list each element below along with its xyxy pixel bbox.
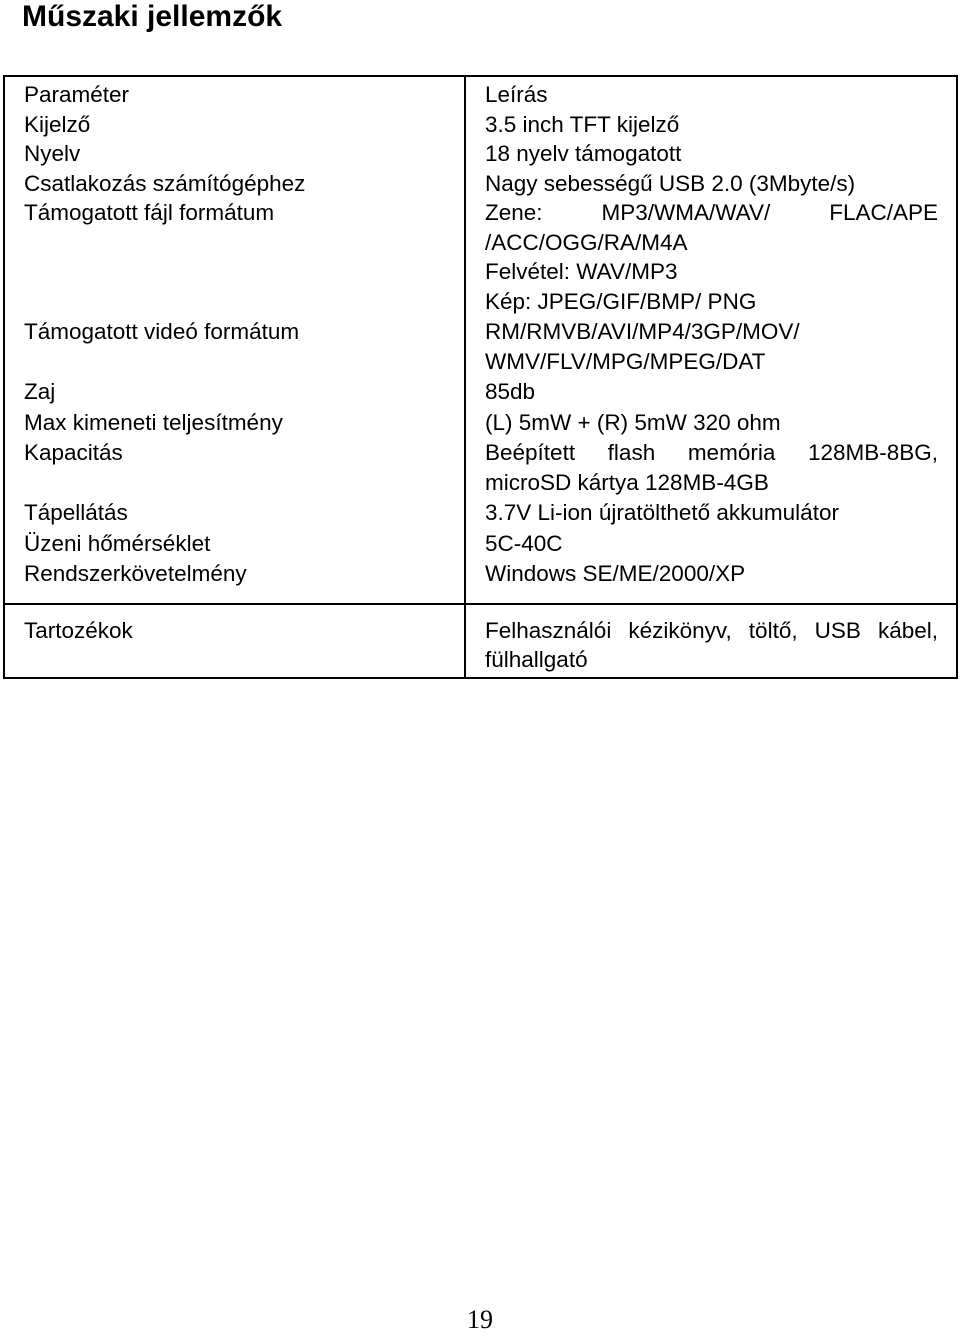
row-param: Tápellátás [4,497,465,528]
table-row [4,528,957,559]
row-desc [465,316,957,376]
table-row [4,407,957,438]
row-desc [465,528,957,559]
desc-line: Zene: MP3/WMA/WAV/ FLAC/APE [485,200,938,225]
page-number: 19 [467,1305,493,1334]
row-desc [465,604,957,678]
desc-line: fülhallgató [485,647,588,672]
row-param: Tartozékok [4,604,465,678]
row-desc [465,376,957,407]
row-desc [465,169,957,199]
row-param: Rendszerkövetelmény [4,558,465,604]
column-header-param: Paraméter [4,76,465,110]
desc-line: RM/RMVB/AVI/MP4/3GP/MOV/ [485,319,800,344]
column-header-desc: Leírás [485,82,548,107]
row-param: Támogatott videó formátum [4,316,465,376]
row-param: Kijelző [4,110,465,140]
row-param: Kapacitás [4,437,465,497]
desc-line: WMV/FLV/MPG/MPEG/DAT [485,348,766,374]
desc-line: Felhasználói kézikönyv, töltő, USB kábel, [485,617,938,643]
row-desc [465,139,957,169]
row-param: Nyelv [4,139,465,169]
row-param: Csatlakozás számítógéphez [4,169,465,199]
table-row [4,376,957,407]
desc-line: Nagy sebességű USB 2.0 (3Mbyte/s) [485,170,856,196]
table-row [4,316,957,376]
table-row [4,110,957,140]
table-row [4,558,957,604]
desc-line: 18 nyelv támogatott [485,141,682,166]
desc-line: Beépített flash memória 128MB-8BG, [485,440,938,465]
desc-line: /ACC/OGG/RA/M4A [485,229,688,255]
desc-line: Windows SE/ME/2000/XP [485,561,746,586]
row-desc [465,497,957,528]
desc-line: Felvétel: WAV/MP3 [485,259,678,284]
page-title: Műszaki jellemzők [22,0,283,33]
desc-line: 85db [485,379,536,404]
row-param: Üzeni hőmérséklet [4,528,465,559]
row-desc [465,110,957,140]
desc-line: (L) 5mW + (R) 5mW 320 ohm [485,409,781,435]
row-desc [465,407,957,438]
desc-line: 5C-40C [485,530,563,556]
row-desc [465,437,957,497]
row-param: Max kimeneti teljesítmény [4,407,465,438]
table-row [4,604,957,678]
table-row [4,437,957,497]
table-row [4,139,957,169]
spec-table [3,75,958,679]
desc-line: Kép: JPEG/GIF/BMP/ PNG [485,288,757,314]
table-header-row [4,76,957,110]
row-desc [465,558,957,604]
row-param: Zaj [4,376,465,407]
table-row [4,198,957,316]
row-param: Támogatott fájl formátum [4,198,465,316]
row-desc [465,198,957,316]
table-row [4,497,957,528]
desc-line: 3.5 inch TFT kijelző [485,111,680,137]
desc-line: 3.7V Li-ion újratölthető akkumulátor [485,500,839,525]
desc-line: microSD kártya 128MB-4GB [485,469,769,495]
table-row [4,169,957,199]
